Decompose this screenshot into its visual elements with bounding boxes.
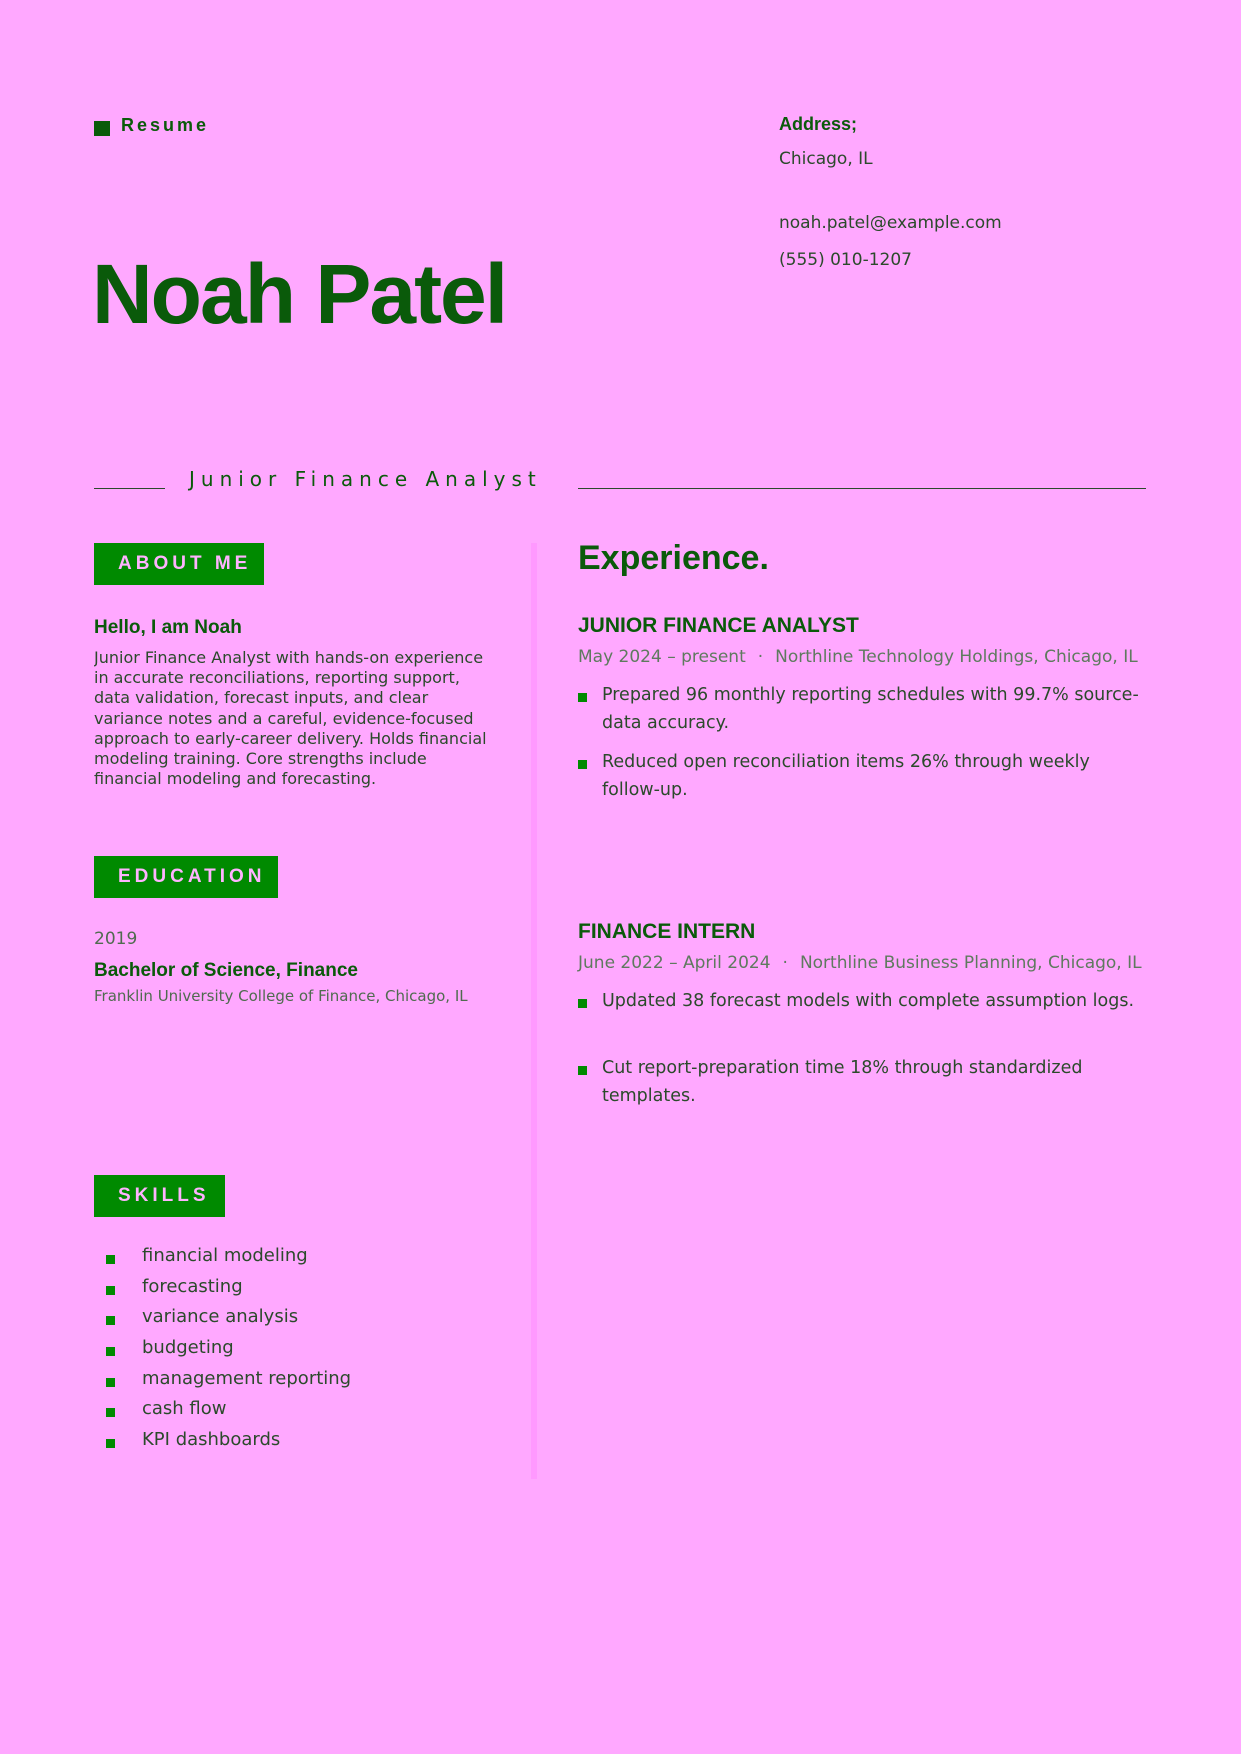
job-title-2: FINANCE INTERN — [578, 920, 756, 943]
about-heading: ABOUT ME — [94, 543, 264, 585]
job-bullet-text: Cut report-preparation time 18% through standardized templates. — [602, 1058, 1083, 1106]
skill-label: budgeting — [142, 1337, 234, 1359]
bullet-square-icon — [106, 1378, 115, 1387]
contact-phone: (555) 010-1207 — [779, 250, 912, 270]
bullet-square-icon — [106, 1408, 115, 1417]
education-heading: EDUCATION — [94, 856, 278, 898]
skill-label: forecasting — [142, 1275, 243, 1297]
about-greeting: Hello, I am Noah — [94, 617, 242, 638]
title-rule-right — [578, 488, 1146, 489]
contact-heading: Address; — [779, 114, 858, 134]
column-divider — [531, 543, 537, 1479]
education-school: Franklin University College of Finance, Chicago, IL — [94, 987, 468, 1005]
skill-item — [94, 1245, 351, 1276]
bullet-square-icon — [578, 693, 587, 702]
skill-label: financial modeling — [142, 1245, 308, 1266]
job-dates: June 2022 – April 2024 — [578, 953, 771, 973]
experience-heading: Experience. — [578, 539, 769, 577]
candidate-name: Noah Patel — [92, 247, 507, 341]
job-bullet-text: Updated 38 forecast models with complete assumption logs. — [602, 991, 1135, 1011]
job-company: Northline Technology Holdings, Chicago, IL — [775, 647, 1138, 667]
bullet-square-icon — [578, 999, 587, 1008]
bullet-square-icon — [106, 1439, 115, 1448]
skill-item — [94, 1306, 351, 1337]
education-year: 2019 — [94, 929, 138, 949]
job-bullet — [578, 987, 1148, 1015]
job-title-1: JUNIOR FINANCE ANALYST — [578, 614, 859, 637]
contact-email: noah.patel@example.com — [779, 213, 1002, 233]
resume-label: Resume — [121, 115, 210, 135]
job-bullet — [578, 748, 1148, 804]
bullet-square-icon — [106, 1286, 115, 1295]
job-meta-2 — [578, 952, 1142, 974]
job-bullet — [578, 681, 1148, 737]
resume-square-icon — [94, 121, 110, 136]
contact-location: Chicago, IL — [779, 149, 873, 169]
skills-heading: SKILLS — [94, 1175, 225, 1217]
skill-item — [94, 1429, 351, 1460]
meta-separator: · — [757, 647, 764, 667]
job-dates: May 2024 – present — [578, 647, 746, 667]
skill-label: KPI dashboards — [142, 1429, 281, 1451]
skill-label: management reporting — [142, 1367, 352, 1389]
job-bullet-text: Reduced open reconciliation items 26% through weekly follow-up. — [602, 752, 1090, 800]
skill-label: variance analysis — [142, 1306, 299, 1328]
title-rule-left — [94, 488, 165, 489]
education-degree: Bachelor of Science, Finance — [94, 960, 358, 981]
meta-separator: · — [782, 953, 788, 973]
skills-list — [94, 1245, 351, 1460]
job-title: Junior Finance Analyst — [189, 467, 542, 491]
skill-item — [94, 1398, 351, 1429]
job-meta-1 — [578, 646, 1138, 668]
bullet-square-icon — [106, 1347, 115, 1356]
skill-item — [94, 1276, 351, 1307]
bullet-square-icon — [106, 1316, 115, 1325]
skill-label: cash flow — [142, 1398, 227, 1420]
skill-item — [94, 1337, 351, 1368]
job-bullet — [578, 1054, 1148, 1110]
about-text: Junior Finance Analyst with hands-on experience in accurate reconciliations, reporting support, data validation, forecast inputs, and clear variance notes and a careful, evidence-focused approach to early-career delivery. Holds financial modeling training. Core strengths include financial modeling and forecasting. — [94, 648, 487, 789]
skill-item — [94, 1368, 351, 1399]
bullet-square-icon — [578, 760, 587, 769]
job-company: Northline Business Planning, Chicago, IL — [799, 953, 1142, 973]
bullet-square-icon — [578, 1066, 587, 1075]
job-bullet-text: Prepared 96 monthly reporting schedules with 99.7% source-data accuracy. — [602, 685, 1139, 733]
bullet-square-icon — [106, 1255, 115, 1264]
